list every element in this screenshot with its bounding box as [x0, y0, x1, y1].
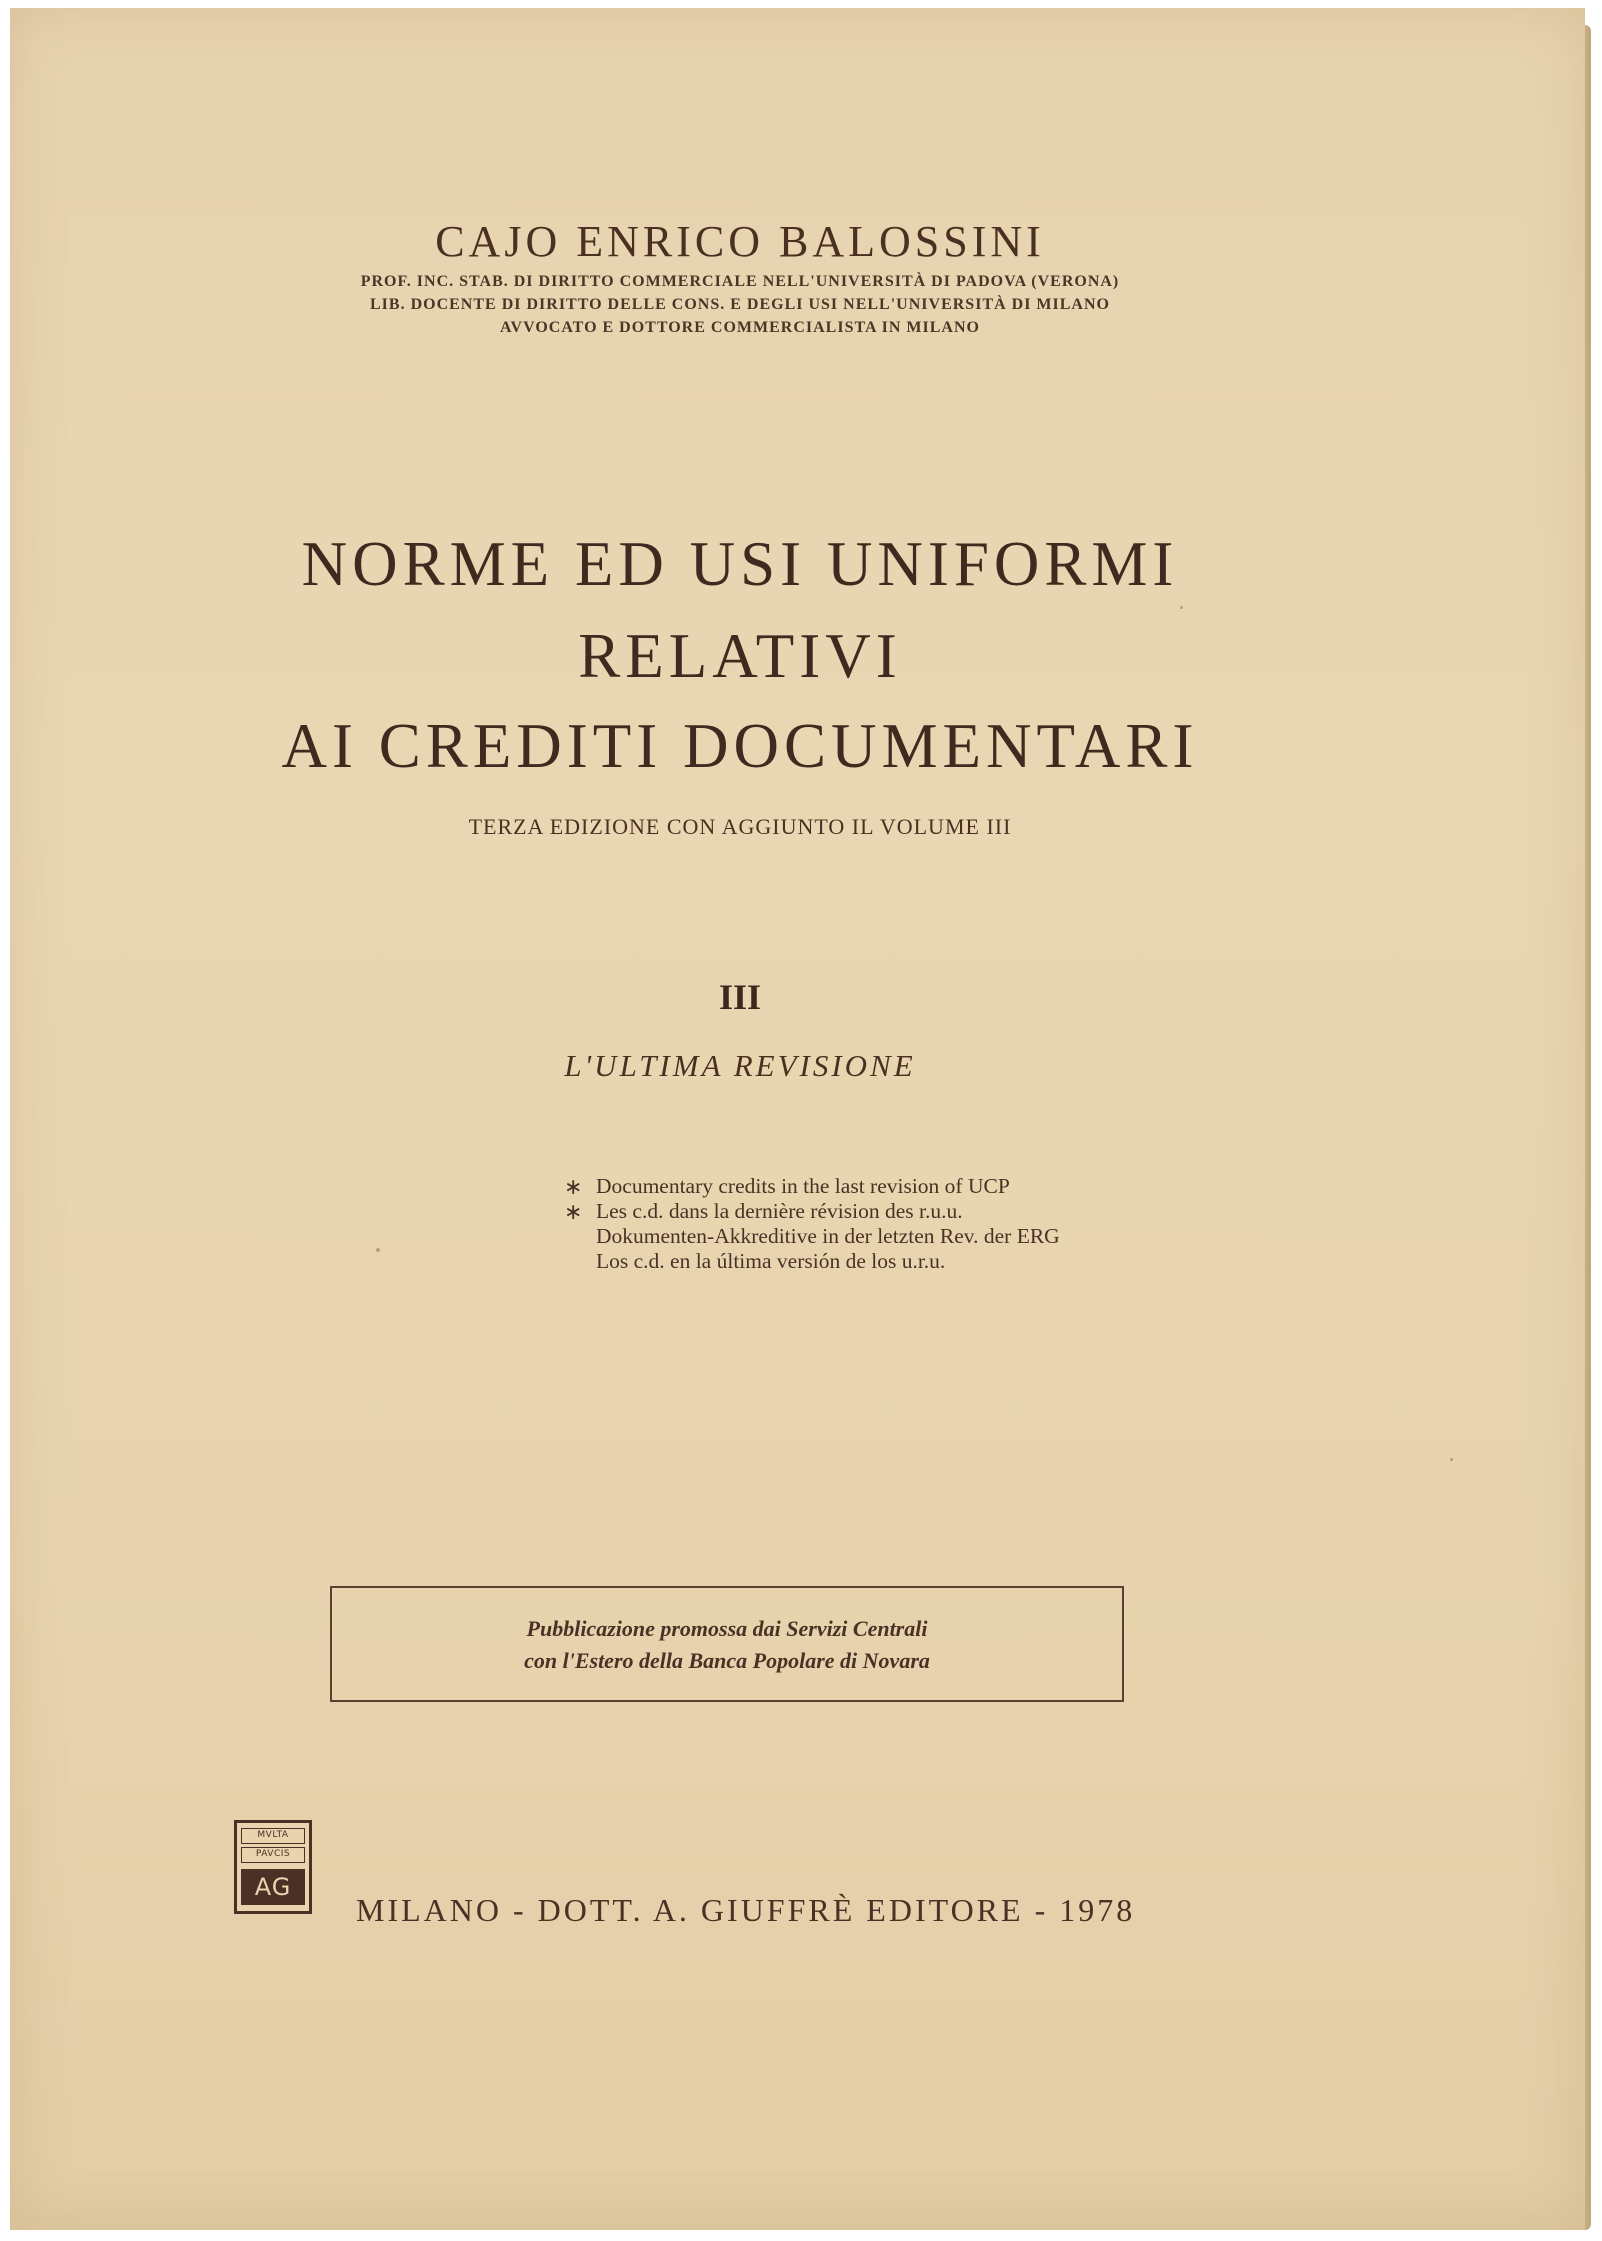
edition-statement: TERZA EDIZIONE CON AGGIUNTO IL VOLUME III	[468, 814, 1012, 839]
translated-title-text: Documentary credits in the last revision of UCP	[596, 1174, 1010, 1198]
asterisk-icon: ∗	[564, 1199, 583, 1224]
volume-title: L'ULTIMA REVISIONE	[564, 1048, 916, 1083]
logo-motto: PAVCIS	[241, 1847, 305, 1863]
book-title-line: AI CREDITI DOCUMENTARI	[281, 711, 1199, 781]
logo-monogram: AG	[241, 1869, 305, 1905]
translated-titles	[556, 1174, 1276, 1274]
translated-title	[556, 1249, 1276, 1274]
asterisk-icon: ∗	[564, 1174, 583, 1199]
publication-note-line: con l'Estero della Banca Popolare di Novara	[524, 1648, 930, 1673]
author-name: CAJO ENRICO BALOSSINI	[435, 217, 1045, 266]
paper-speck	[376, 1248, 380, 1252]
publisher-imprint: MILANO - DOTT. A. GIUFFRÈ EDITORE - 1978	[356, 1892, 1136, 1928]
publisher-seal-icon	[234, 1820, 312, 1914]
translated-title-text: Los c.d. en la última versión de los u.r.u.	[596, 1249, 946, 1273]
logo-motto: MVLTA	[241, 1828, 305, 1844]
translated-title	[556, 1224, 1276, 1249]
translated-title-text: Les c.d. dans la dernière révision des r.u.u.	[596, 1199, 963, 1223]
translated-title	[556, 1199, 1276, 1224]
publication-note-line: Pubblicazione promossa dai Servizi Centrali	[526, 1616, 928, 1641]
translated-title	[556, 1174, 1276, 1199]
author-credential: PROF. INC. STAB. DI DIRITTO COMMERCIALE NELL'UNIVERSITÀ DI PADOVA (VERONA)	[360, 273, 1120, 290]
translated-title-text: Dokumenten-Akkreditive in der letzten Rev. der ERG	[596, 1224, 1060, 1248]
author-credential: LIB. DOCENTE DI DIRITTO DELLE CONS. E DEGLI USI NELL'UNIVERSITÀ DI MILANO	[370, 296, 1110, 313]
book-title-line: RELATIVI	[578, 621, 902, 691]
volume-number: III	[718, 977, 762, 1017]
paper-speck	[1450, 1458, 1453, 1461]
publication-note-box	[330, 1586, 1124, 1702]
book-title-line: NORME ED USI UNIFORMI	[301, 529, 1179, 599]
author-credential: AVVOCATO E DOTTORE COMMERCIALISTA IN MILANO	[500, 319, 980, 336]
paper-speck	[1180, 606, 1183, 609]
book-cover	[10, 8, 1585, 2230]
